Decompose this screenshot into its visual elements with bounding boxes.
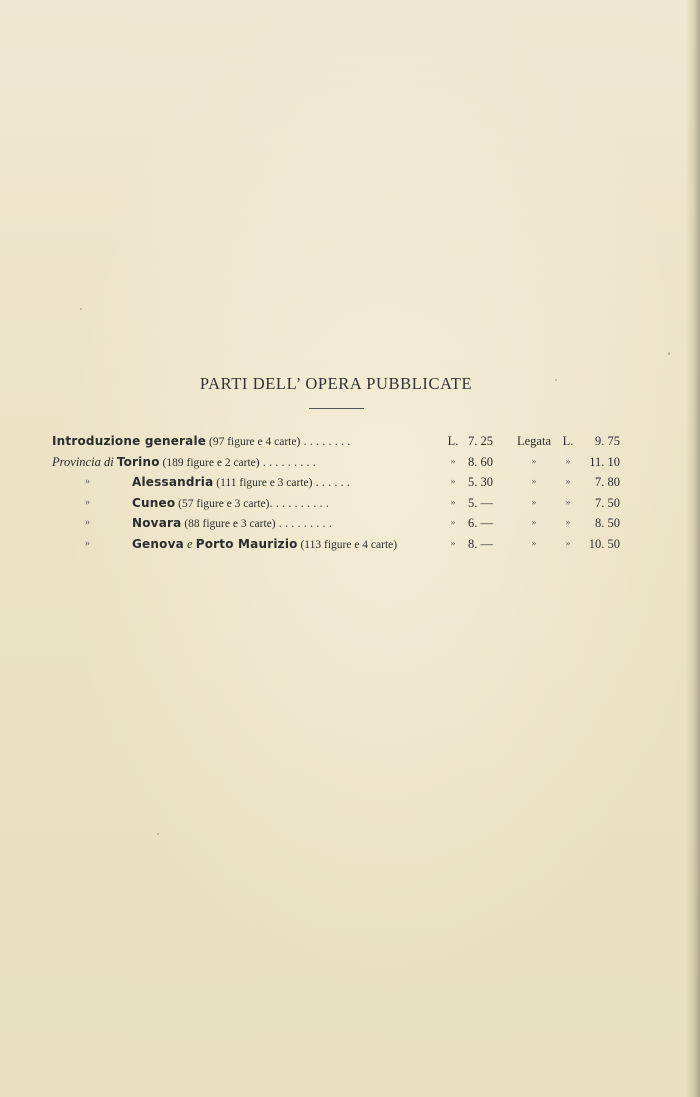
currency-label: » [450, 477, 456, 487]
legata-currency: » [565, 477, 571, 487]
currency-label: » [450, 456, 456, 467]
price-value: 6. — [468, 516, 493, 530]
ditto-mark: » [85, 517, 90, 528]
legata-currency: » [565, 538, 571, 549]
item-title-secondary: Porto Maurizio [195, 536, 298, 551]
currency-label: » [450, 538, 456, 549]
leader-dots: . . . . . . . . . [275, 516, 332, 530]
paper-speck [80, 308, 82, 310]
item-name [132, 472, 350, 494]
leader-dots: . . . . . . [312, 475, 350, 489]
legata-currency: » [565, 497, 571, 508]
ditto-mark: » [85, 537, 90, 549]
item-name [52, 431, 350, 453]
price-value: 7. 25 [468, 434, 493, 448]
list-item [52, 472, 632, 493]
legata-currency: » [565, 456, 571, 467]
legata-currency: » [565, 518, 571, 528]
list-item [52, 534, 632, 555]
item-joiner: e [183, 536, 196, 551]
legata-price: 10. 50 [588, 536, 620, 551]
item-title: Cuneo [132, 495, 176, 510]
legata-label: » [531, 456, 537, 467]
legata-price: 7. 50 [595, 495, 620, 510]
item-name [52, 452, 316, 474]
legata-price: 9. 75 [595, 434, 620, 448]
item-title: Novara [132, 516, 182, 530]
legata-label: » [531, 497, 537, 508]
item-details: (88 figure e 3 carte) [181, 518, 276, 530]
page-edge-shadow [686, 0, 700, 1097]
legata-label: » [531, 538, 537, 549]
item-details: (189 figure e 2 carte) [159, 456, 260, 469]
price-value: 5. 30 [468, 475, 493, 489]
item-details: (113 figure e 4 carte) [297, 538, 398, 551]
price-value: 8. 60 [468, 454, 493, 469]
leader-dots: . . . . . . . . [300, 434, 351, 448]
leader-dots: . . . . . . . . . [259, 454, 316, 469]
list-item [52, 513, 632, 534]
item-name [132, 493, 329, 515]
item-name [132, 534, 397, 556]
ditto-mark: » [85, 476, 90, 487]
currency-label: » [450, 497, 456, 508]
item-title: Alessandria [132, 475, 214, 489]
item-details: (97 figure e 4 carte) [206, 436, 301, 448]
title-rule [309, 408, 364, 409]
list-item [52, 452, 632, 473]
ditto-mark: » [85, 496, 90, 508]
item-title: Torino [116, 454, 160, 469]
list-item [52, 431, 632, 452]
item-prefix: Provincia di [52, 454, 114, 469]
legata-label: Legata [516, 434, 551, 448]
page-title: PARTI DELL’ OPERA PUBBLICATE [199, 374, 473, 393]
currency-label: » [450, 518, 456, 528]
legata-label: » [531, 518, 537, 528]
leader-dots: . . . . . . . . . . [269, 495, 329, 510]
legata-price: 11. 10 [589, 454, 620, 469]
price-value: 5. — [468, 495, 493, 510]
legata-price: 7. 80 [595, 475, 620, 489]
currency-label: L. [447, 434, 459, 448]
item-name [132, 513, 332, 535]
legata-label: » [531, 477, 537, 487]
item-title: Genova [132, 536, 184, 551]
price-value: 8. — [468, 536, 493, 551]
legata-currency: L. [562, 434, 574, 448]
item-title: Introduzione generale [52, 434, 207, 448]
paper-speck [668, 352, 670, 355]
list-item [52, 493, 632, 514]
price-list [52, 431, 632, 554]
item-details: (57 figure e 3 carte) [175, 497, 270, 510]
item-details: (111 figure e 3 carte) [213, 477, 313, 489]
paper-speck [157, 833, 159, 835]
legata-price: 8. 50 [595, 516, 620, 530]
